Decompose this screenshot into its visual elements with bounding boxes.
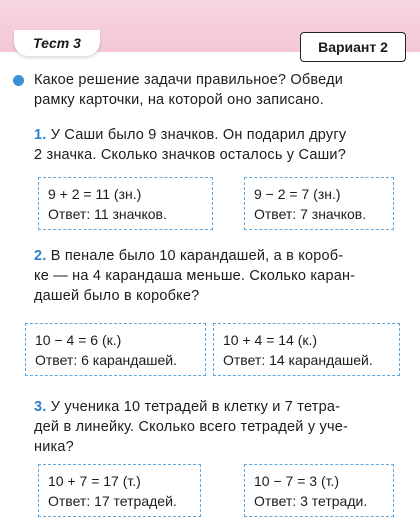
question-1-line-1 xyxy=(34,125,346,145)
answer-card-2a[interactable] xyxy=(25,323,206,376)
question-3-line-1 xyxy=(34,397,340,417)
answer-card-1a[interactable] xyxy=(38,177,213,230)
card-equation: 10 − 7 = 3 (т.) xyxy=(254,473,340,489)
question-3-text: У ученика 10 тетрадей в клетку и 7 тетра- xyxy=(50,399,341,415)
card-equation: 10 − 4 = 6 (к.) xyxy=(35,332,122,348)
card-equation: 10 + 7 = 17 (т.) xyxy=(48,473,141,489)
question-1-line-2: 2 значка. Сколько значков осталось у Саши? xyxy=(34,147,346,163)
question-2-number: 2. xyxy=(34,248,47,264)
card-answer: Ответ: 3 тетради. xyxy=(254,493,368,509)
question-2-text: В пенале было 10 карандашей, а в короб- xyxy=(50,248,344,264)
card-answer: Ответ: 11 значков. xyxy=(48,206,167,222)
answer-card-2b[interactable] xyxy=(213,323,400,376)
instruction-line-2: рамку карточки, на которой оно записано. xyxy=(34,92,325,108)
card-equation: 9 − 2 = 7 (зн.) xyxy=(254,186,341,202)
card-equation: 10 + 4 = 14 (к.) xyxy=(223,332,318,348)
question-1-number: 1. xyxy=(34,127,47,143)
question-3-line-3: ника? xyxy=(34,439,74,455)
variant-label: Вариант 2 xyxy=(300,32,406,62)
card-answer: Ответ: 14 карандашей. xyxy=(223,352,373,368)
question-2-line-2: ке — на 4 карандаша меньше. Сколько каран- xyxy=(34,268,356,284)
card-answer: Ответ: 17 тетрадей. xyxy=(48,493,177,509)
question-1-text: У Саши было 9 значков. Он подарил другу xyxy=(50,127,347,143)
test-label: Тест 3 xyxy=(14,30,100,56)
bullet-icon xyxy=(13,75,24,86)
answer-card-1b[interactable] xyxy=(244,177,394,230)
answer-card-3a[interactable] xyxy=(38,464,201,517)
answer-card-3b[interactable] xyxy=(244,464,394,517)
question-2-line-3: дашей было в коробке? xyxy=(34,288,200,304)
question-3-line-2: дей в линейку. Сколько всего тетрадей у уче- xyxy=(34,419,348,435)
question-2-line-1 xyxy=(34,246,343,266)
card-equation: 9 + 2 = 11 (зн.) xyxy=(48,186,142,202)
instruction-line-1: Какое решение задачи правильное? Обведи xyxy=(34,72,344,88)
card-answer: Ответ: 6 карандашей. xyxy=(35,352,177,368)
question-3-number: 3. xyxy=(34,399,47,415)
card-answer: Ответ: 7 значков. xyxy=(254,206,367,222)
